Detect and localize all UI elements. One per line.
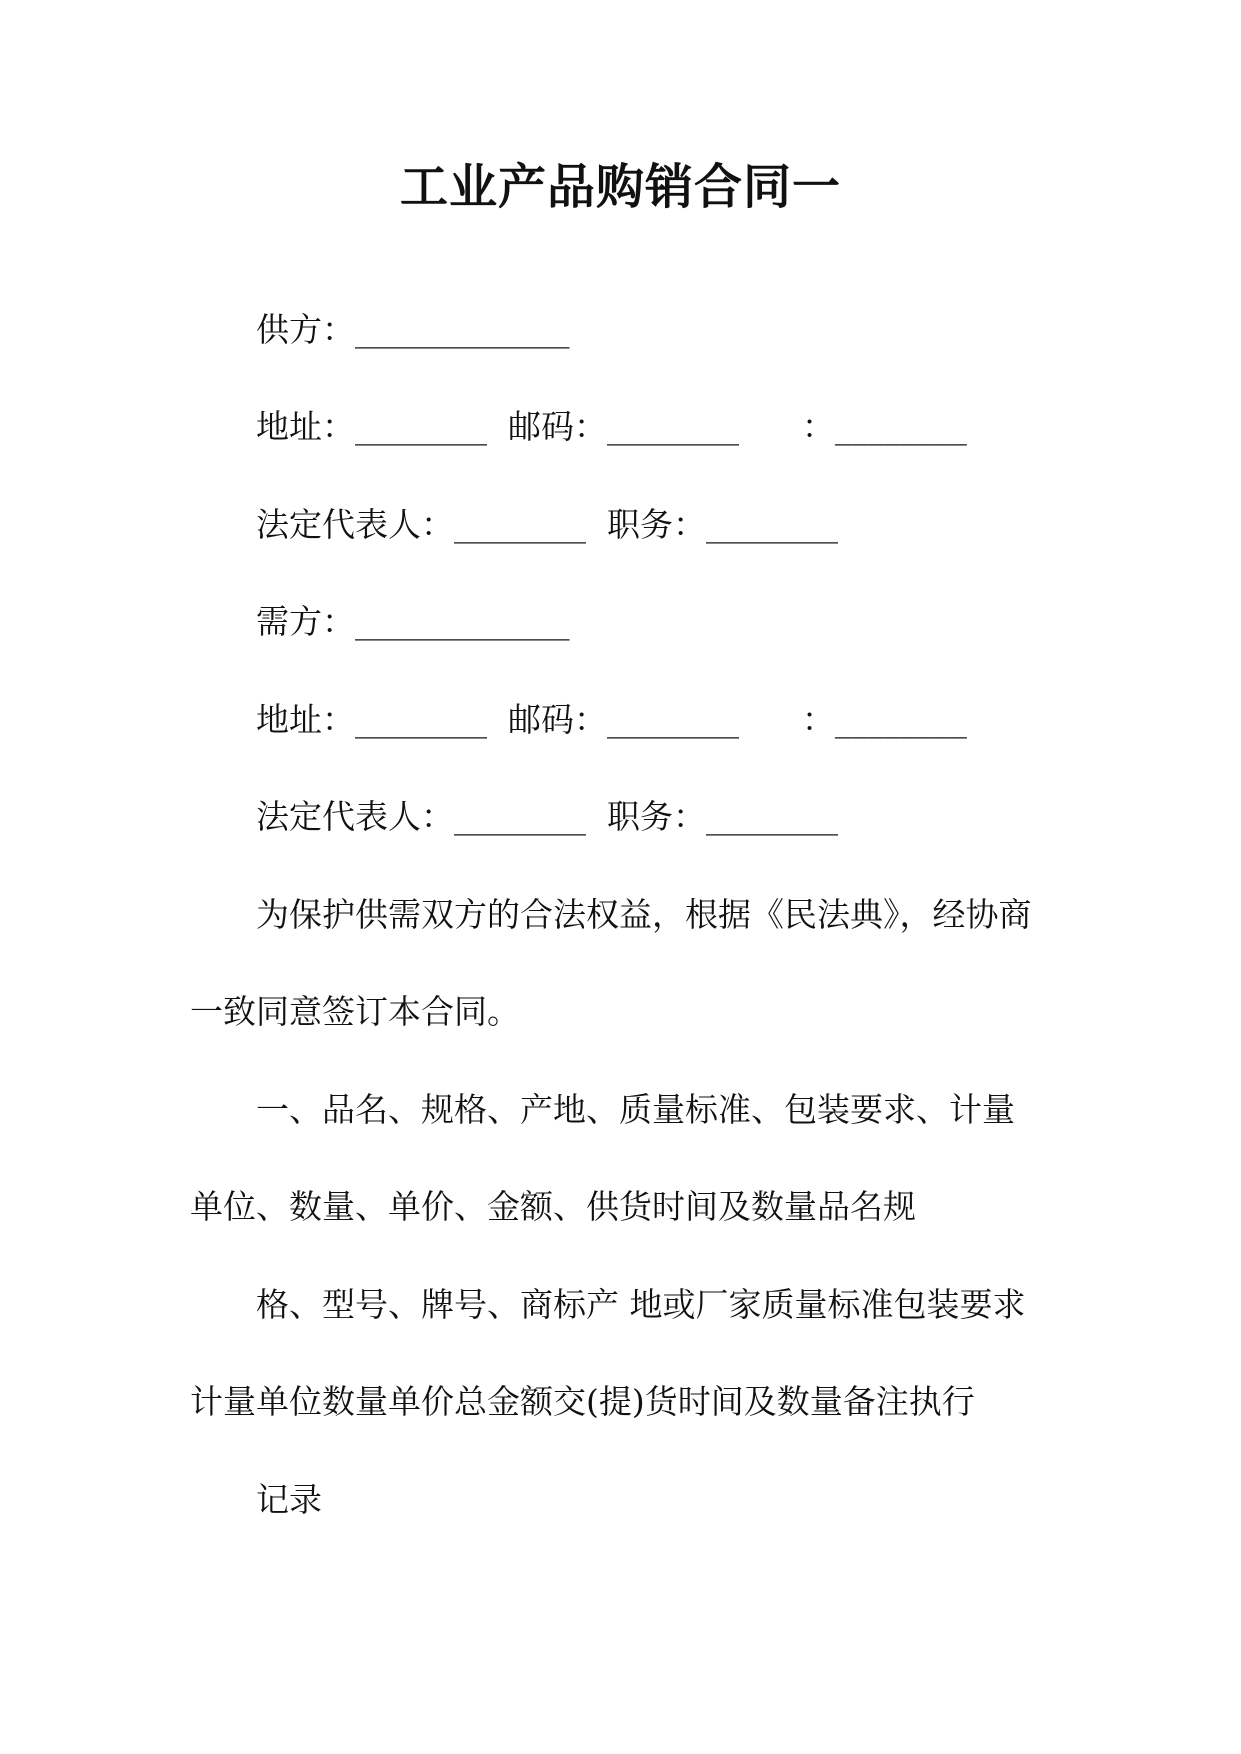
clause-1-line-1: 一、品名、规格、产地、质量标准、包装要求、计量 bbox=[256, 1090, 1015, 1129]
buyer-address-line: 地址：________ 邮码：________ ：________ bbox=[256, 700, 967, 739]
clause-1-line-5: 记录 bbox=[256, 1480, 322, 1519]
clause-1-line-3: 格、型号、牌号、商标产 地或厂家质量标准包装要求 bbox=[256, 1285, 1026, 1324]
buyer-name-line: 需方：_____________ bbox=[256, 602, 570, 641]
preamble-line-1: 为保护供需双方的合法权益，根据《民法典》，经协商 bbox=[256, 895, 1032, 934]
clause-1-line-4: 计量单位数量单价总金额交(提)货时间及数量备注执行 bbox=[190, 1382, 975, 1421]
supplier-representative-line: 法定代表人：________ 职务：________ bbox=[256, 505, 838, 544]
clause-1-line-2: 单位、数量、单价、金额、供货时间及数量品名规 bbox=[190, 1187, 916, 1226]
document-title: 工业产品购销合同一 bbox=[399, 159, 841, 215]
preamble-line-2: 一致同意签订本合同。 bbox=[190, 992, 520, 1031]
buyer-representative-line: 法定代表人：________ 职务：________ bbox=[256, 797, 838, 836]
supplier-address-line: 地址：________ 邮码：________ ：________ bbox=[256, 407, 967, 446]
supplier-name-line: 供方：_____________ bbox=[256, 310, 570, 349]
